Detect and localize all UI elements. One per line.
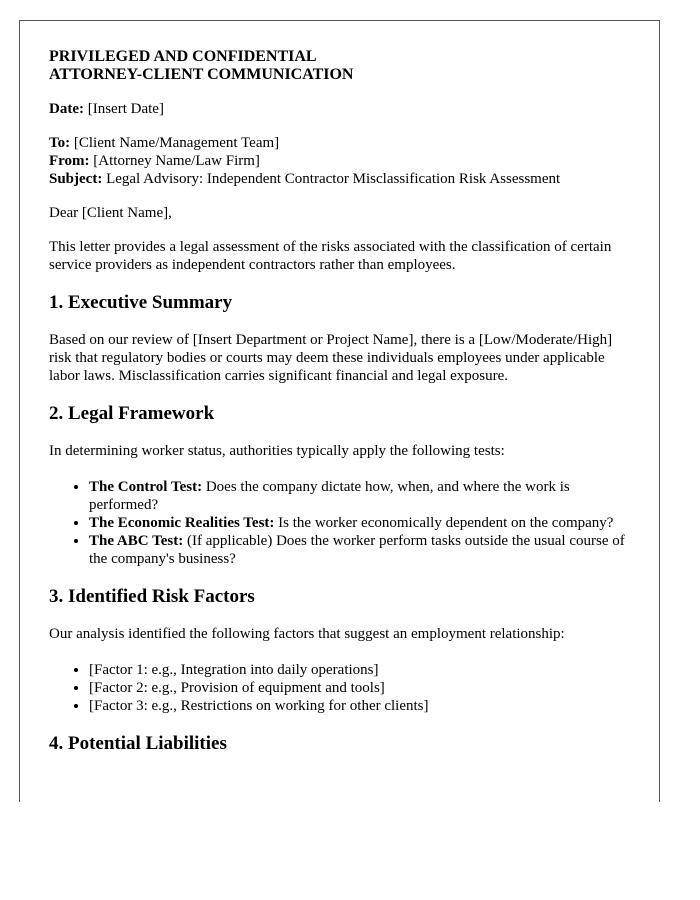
date-line <box>49 100 630 118</box>
executive-summary-paragraph: Based on our review of [Insert Department or Project Name], there is a [Low/Moderate/High] risk that regulatory bodies or courts may deem these individuals employees under applicable labor laws. Misclassification carries significant financial and legal exposure. <box>49 332 613 384</box>
test-label: The Control Test: <box>89 479 203 495</box>
subject-line <box>49 170 630 188</box>
to-label: To: <box>49 135 71 151</box>
header-line-privileged: PRIVILEGED AND CONFIDENTIAL <box>49 48 317 65</box>
subject-value: Legal Advisory: Independent Contractor Misclassification Risk Assessment <box>102 171 561 187</box>
legal-framework-paragraph: In determining worker status, authorities typically apply the following tests: <box>49 443 505 459</box>
section-heading-executive-summary: 1. Executive Summary <box>49 292 233 313</box>
list-item: • [Factor 3: e.g., Restrictions on working for other clients] <box>89 697 630 715</box>
date-value: [Insert Date] <box>83 101 164 117</box>
from-line <box>49 152 630 170</box>
letter-page <box>19 20 660 802</box>
list-item <box>89 532 630 568</box>
risk-factors-paragraph: Our analysis identified the following factors that suggest an employment relationship: <box>49 626 565 642</box>
list-item <box>89 478 630 514</box>
legal-tests-list <box>49 478 630 568</box>
confidentiality-header <box>49 48 630 84</box>
section-heading-potential-liabilities: 4. Potential Liabilities <box>49 733 227 754</box>
test-label: The Economic Realities Test: <box>89 515 275 531</box>
list-item: • [Factor 1: e.g., Integration into daily operations] <box>89 661 630 679</box>
subject-label: Subject: <box>49 171 103 187</box>
section-heading-risk-factors: 3. Identified Risk Factors <box>49 586 255 607</box>
from-label: From: <box>49 153 90 169</box>
list-item <box>89 514 630 532</box>
addressing-block <box>49 134 630 188</box>
test-text: (If applicable) Does the worker perform tasks outside the usual course of the company's business? <box>89 533 625 567</box>
risk-factors-list <box>49 661 630 715</box>
test-text: Is the worker economically dependent on the company? <box>274 515 614 531</box>
test-text: Does the company dictate how, when, and where the work is performed? <box>89 479 570 513</box>
salutation: Dear [Client Name], <box>49 205 172 221</box>
section-heading-legal-framework: 2. Legal Framework <box>49 403 215 424</box>
test-label: The ABC Test: <box>89 533 184 549</box>
intro-paragraph: This letter provides a legal assessment of the risks associated with the classification of certain service providers as independent contractors rather than employees. <box>49 239 612 273</box>
to-line <box>49 134 630 152</box>
date-label: Date: <box>49 101 84 117</box>
header-line-attorney-client: ATTORNEY-CLIENT COMMUNICATION <box>49 66 354 83</box>
to-value: [Client Name/Management Team] <box>70 135 280 151</box>
list-item: • [Factor 2: e.g., Provision of equipment and tools] <box>89 679 630 697</box>
from-value: [Attorney Name/Law Firm] <box>89 153 260 169</box>
